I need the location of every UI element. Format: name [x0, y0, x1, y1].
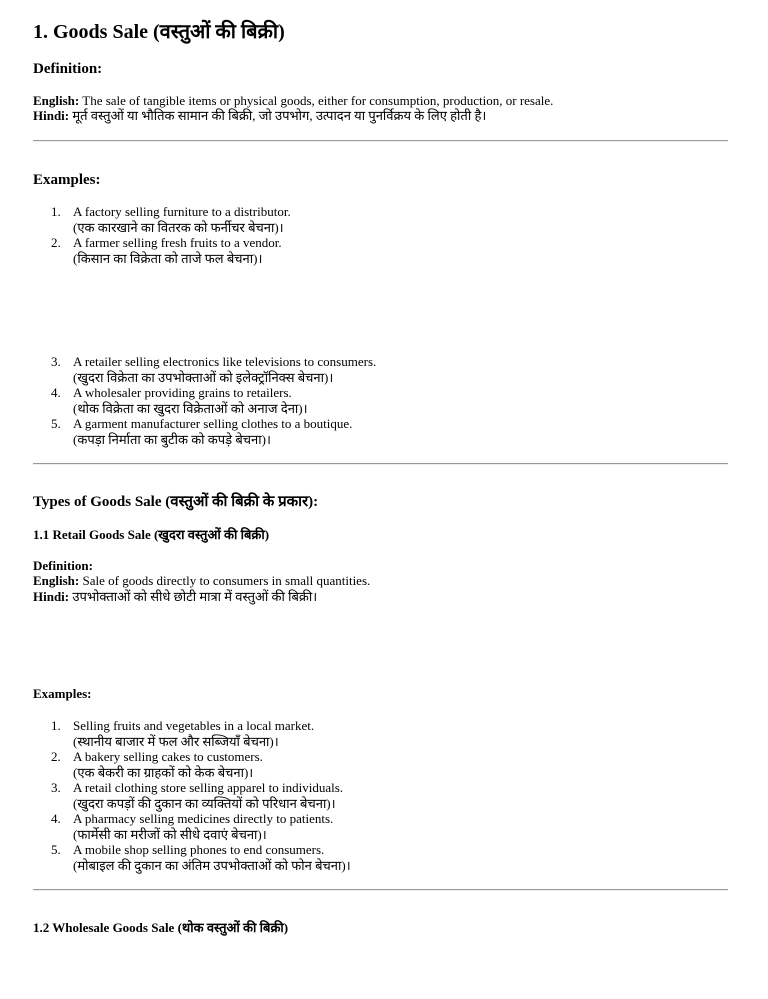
- list-item-number: 4.: [51, 385, 61, 400]
- list-item-hindi: (मोबाइल की दुकान का अंतिम उपभोक्ताओं को फोन बेचना)।: [73, 857, 351, 873]
- list-item-number: 3.: [51, 780, 61, 795]
- examples-list-continued: [33, 354, 376, 447]
- list-item-english: A pharmacy selling medicines directly to patients.: [73, 811, 334, 826]
- list-item-number: 1.: [51, 204, 61, 219]
- retail-definition-label: Definition:: [33, 558, 93, 573]
- retail-examples-heading: Examples:: [33, 686, 92, 701]
- list-item: [33, 354, 376, 385]
- hindi-label: Hindi:: [33, 108, 70, 123]
- list-item-hindi: (स्थानीय बाजार में फल और सब्जियाँ बेचना)।: [73, 733, 279, 749]
- list-item-number: 5.: [51, 416, 61, 431]
- hindi-label: Hindi:: [33, 589, 70, 604]
- list-item-english: A mobile shop selling phones to end consumers.: [73, 842, 325, 857]
- list-item: [33, 811, 351, 842]
- list-item-number: 3.: [51, 354, 61, 369]
- retail-definition-hindi: [33, 589, 317, 605]
- list-item: [33, 749, 351, 780]
- list-item-number: 5.: [51, 842, 61, 857]
- examples-list: [33, 204, 291, 266]
- list-item: [33, 385, 376, 416]
- english-label: English:: [33, 93, 80, 108]
- list-item-number: 2.: [51, 749, 61, 764]
- list-item-number: 1.: [51, 718, 61, 733]
- list-item-english: A bakery selling cakes to customers.: [73, 749, 263, 764]
- page-title: 1. Goods Sale (वस्तुओं की बिक्री): [33, 21, 285, 43]
- list-item-hindi: (किसान का विक्रेता को ताजे फल बेचना)।: [73, 250, 263, 266]
- list-item: [33, 416, 376, 447]
- list-item: [33, 780, 351, 811]
- list-item: [33, 235, 291, 266]
- examples-heading: Examples:: [33, 172, 101, 188]
- list-item-hindi: (थोक विक्रेता का खुदरा विक्रेताओं को अनाज देना)।: [73, 400, 308, 416]
- list-item-english: A retailer selling electronics like televisions to consumers.: [73, 354, 377, 369]
- wholesale-heading: 1.2 Wholesale Goods Sale (थोक वस्तुओं की बिक्री): [33, 920, 289, 935]
- hindi-text: मूर्त वस्तुओं या भौतिक सामान की बिक्री, जो उपभोग, उत्पादन या पुनर्विक्रय के लिए होती है।: [69, 108, 487, 123]
- list-item: [33, 842, 351, 873]
- list-item-hindi: (खुदरा विक्रेता का उपभोक्ताओं को इलेक्ट्रॉनिक्स बेचना)।: [73, 369, 334, 385]
- list-item-hindi: (खुदरा कपड़ों की दुकान का व्यक्तियों को परिधान बेचना)।: [73, 795, 336, 811]
- list-item-hindi: (एक बेकरी का ग्राहकों को केक बेचना)।: [73, 764, 254, 780]
- list-item-hindi: (एक कारखाने का वितरक को फर्नीचर बेचना)।: [73, 219, 284, 235]
- list-item-english: A farmer selling fresh fruits to a vendor.: [73, 235, 282, 250]
- definition-hindi: [33, 108, 486, 124]
- divider: [33, 889, 728, 891]
- divider: [33, 140, 728, 142]
- list-item-number: 2.: [51, 235, 61, 250]
- english-label: English:: [33, 573, 80, 588]
- list-item-hindi: (कपड़ा निर्माता का बुटीक को कपड़े बेचना)।: [73, 431, 271, 447]
- divider: [33, 463, 728, 465]
- english-text: Sale of goods directly to consumers in small quantities.: [79, 573, 371, 588]
- retail-definition-heading: [33, 558, 93, 574]
- list-item: [33, 718, 351, 749]
- definition-english: [33, 93, 553, 109]
- list-item-english: A garment manufacturer selling clothes to a boutique.: [73, 416, 353, 431]
- list-item-english: A wholesaler providing grains to retailers.: [73, 385, 292, 400]
- hindi-text: उपभोक्ताओं को सीधे छोटी मात्रा में वस्तुओं की बिक्री।: [69, 589, 318, 604]
- list-item-english: A retail clothing store selling apparel to individuals.: [73, 780, 344, 795]
- list-item-hindi: (फार्मेसी का मरीजों को सीधे दवाएं बेचना)।: [73, 826, 267, 842]
- list-item: [33, 204, 291, 235]
- english-text: The sale of tangible items or physical goods, either for consumption, production, or resale.: [79, 93, 554, 108]
- definition-heading: Definition:: [33, 61, 103, 77]
- list-item-english: Selling fruits and vegetables in a local market.: [73, 718, 315, 733]
- retail-definition-english: [33, 573, 370, 589]
- types-heading: Types of Goods Sale (वस्तुओं की बिक्री के प्रकार):: [33, 494, 319, 510]
- list-item-english: A factory selling furniture to a distributor.: [73, 204, 291, 219]
- retail-examples-list: [33, 718, 351, 873]
- retail-heading: 1.1 Retail Goods Sale (खुदरा वस्तुओं की बिक्री): [33, 527, 270, 542]
- list-item-number: 4.: [51, 811, 61, 826]
